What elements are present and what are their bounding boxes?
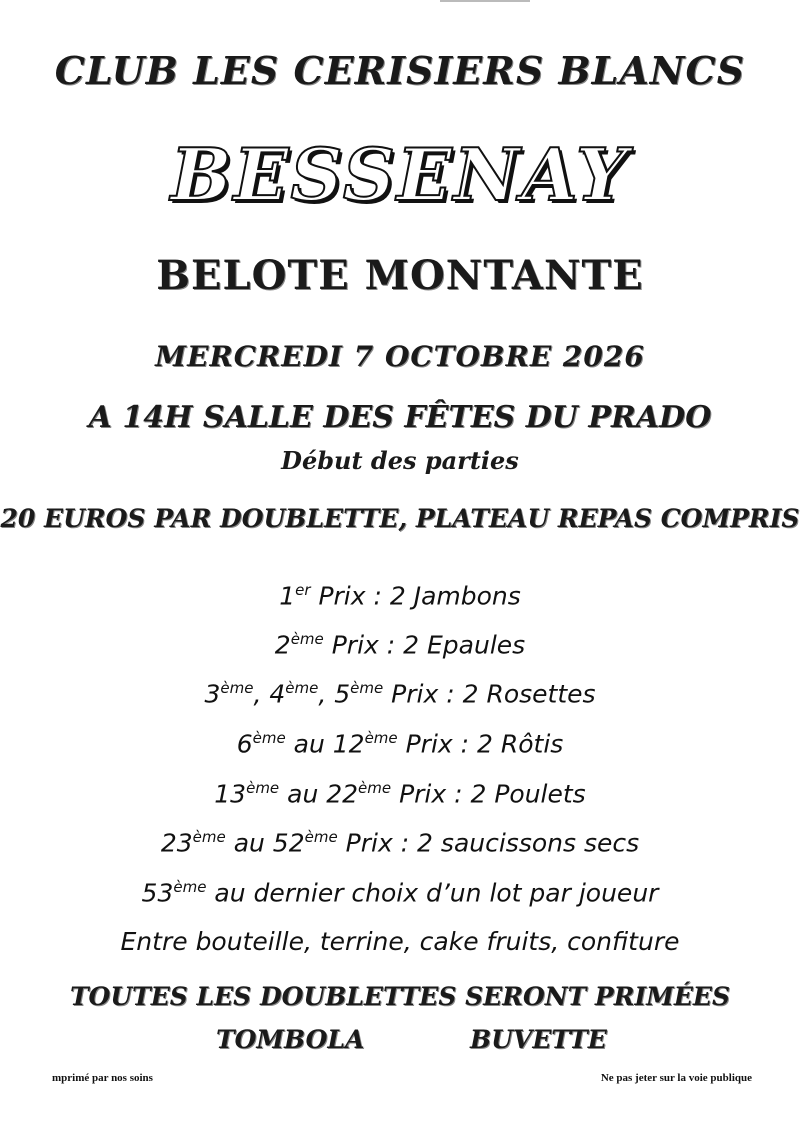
footer-printed-by: mprimé par nos soins <box>52 1072 153 1084</box>
event-date: MERCREDI 7 OCTOBRE 2026 <box>155 340 645 373</box>
prize-line-5: 13ème au 22ème Prix : 2 Poulets <box>214 779 586 809</box>
town-name: BESSENAY <box>170 132 630 217</box>
prize-line-3: 3ème, 4ème, 5ème Prix : 2 Rosettes <box>204 679 596 709</box>
event-title: BELOTE MONTANTE <box>156 252 644 299</box>
start-note: Début des parties <box>281 446 519 475</box>
club-name: CLUB LES CERISIERS BLANCS <box>54 48 746 93</box>
buvette-label: BUVETTE <box>470 1025 607 1054</box>
footer-disposal-note: Ne pas jeter sur la voie publique <box>600 1072 752 1084</box>
prize-line-2: 2ème Prix : 2 Epaules <box>274 630 526 660</box>
prize-line-6: 23ème au 52ème Prix : 2 saucissons secs <box>160 828 640 858</box>
tombola-label: TOMBOLA <box>216 1025 365 1054</box>
event-venue: A 14H SALLE DES FÊTES DU PRADO <box>88 400 712 435</box>
prize-line-4: 6ème au 12ème Prix : 2 Rôtis <box>236 729 564 759</box>
prize-line-8: Entre bouteille, terrine, cake fruits, confiture <box>120 927 680 956</box>
all-teams-awarded: TOUTES LES DOUBLETTES SERONT PRIMÉES <box>69 982 731 1011</box>
prize-line-7: 53ème au dernier choix d’un lot par joueur <box>141 878 659 908</box>
scan-artifact <box>440 0 530 2</box>
price-info: 20 EUROS PAR DOUBLETTE, PLATEAU REPAS COMPRIS <box>0 504 800 533</box>
prize-line-1: 1er Prix : 2 Jambons <box>279 581 521 611</box>
